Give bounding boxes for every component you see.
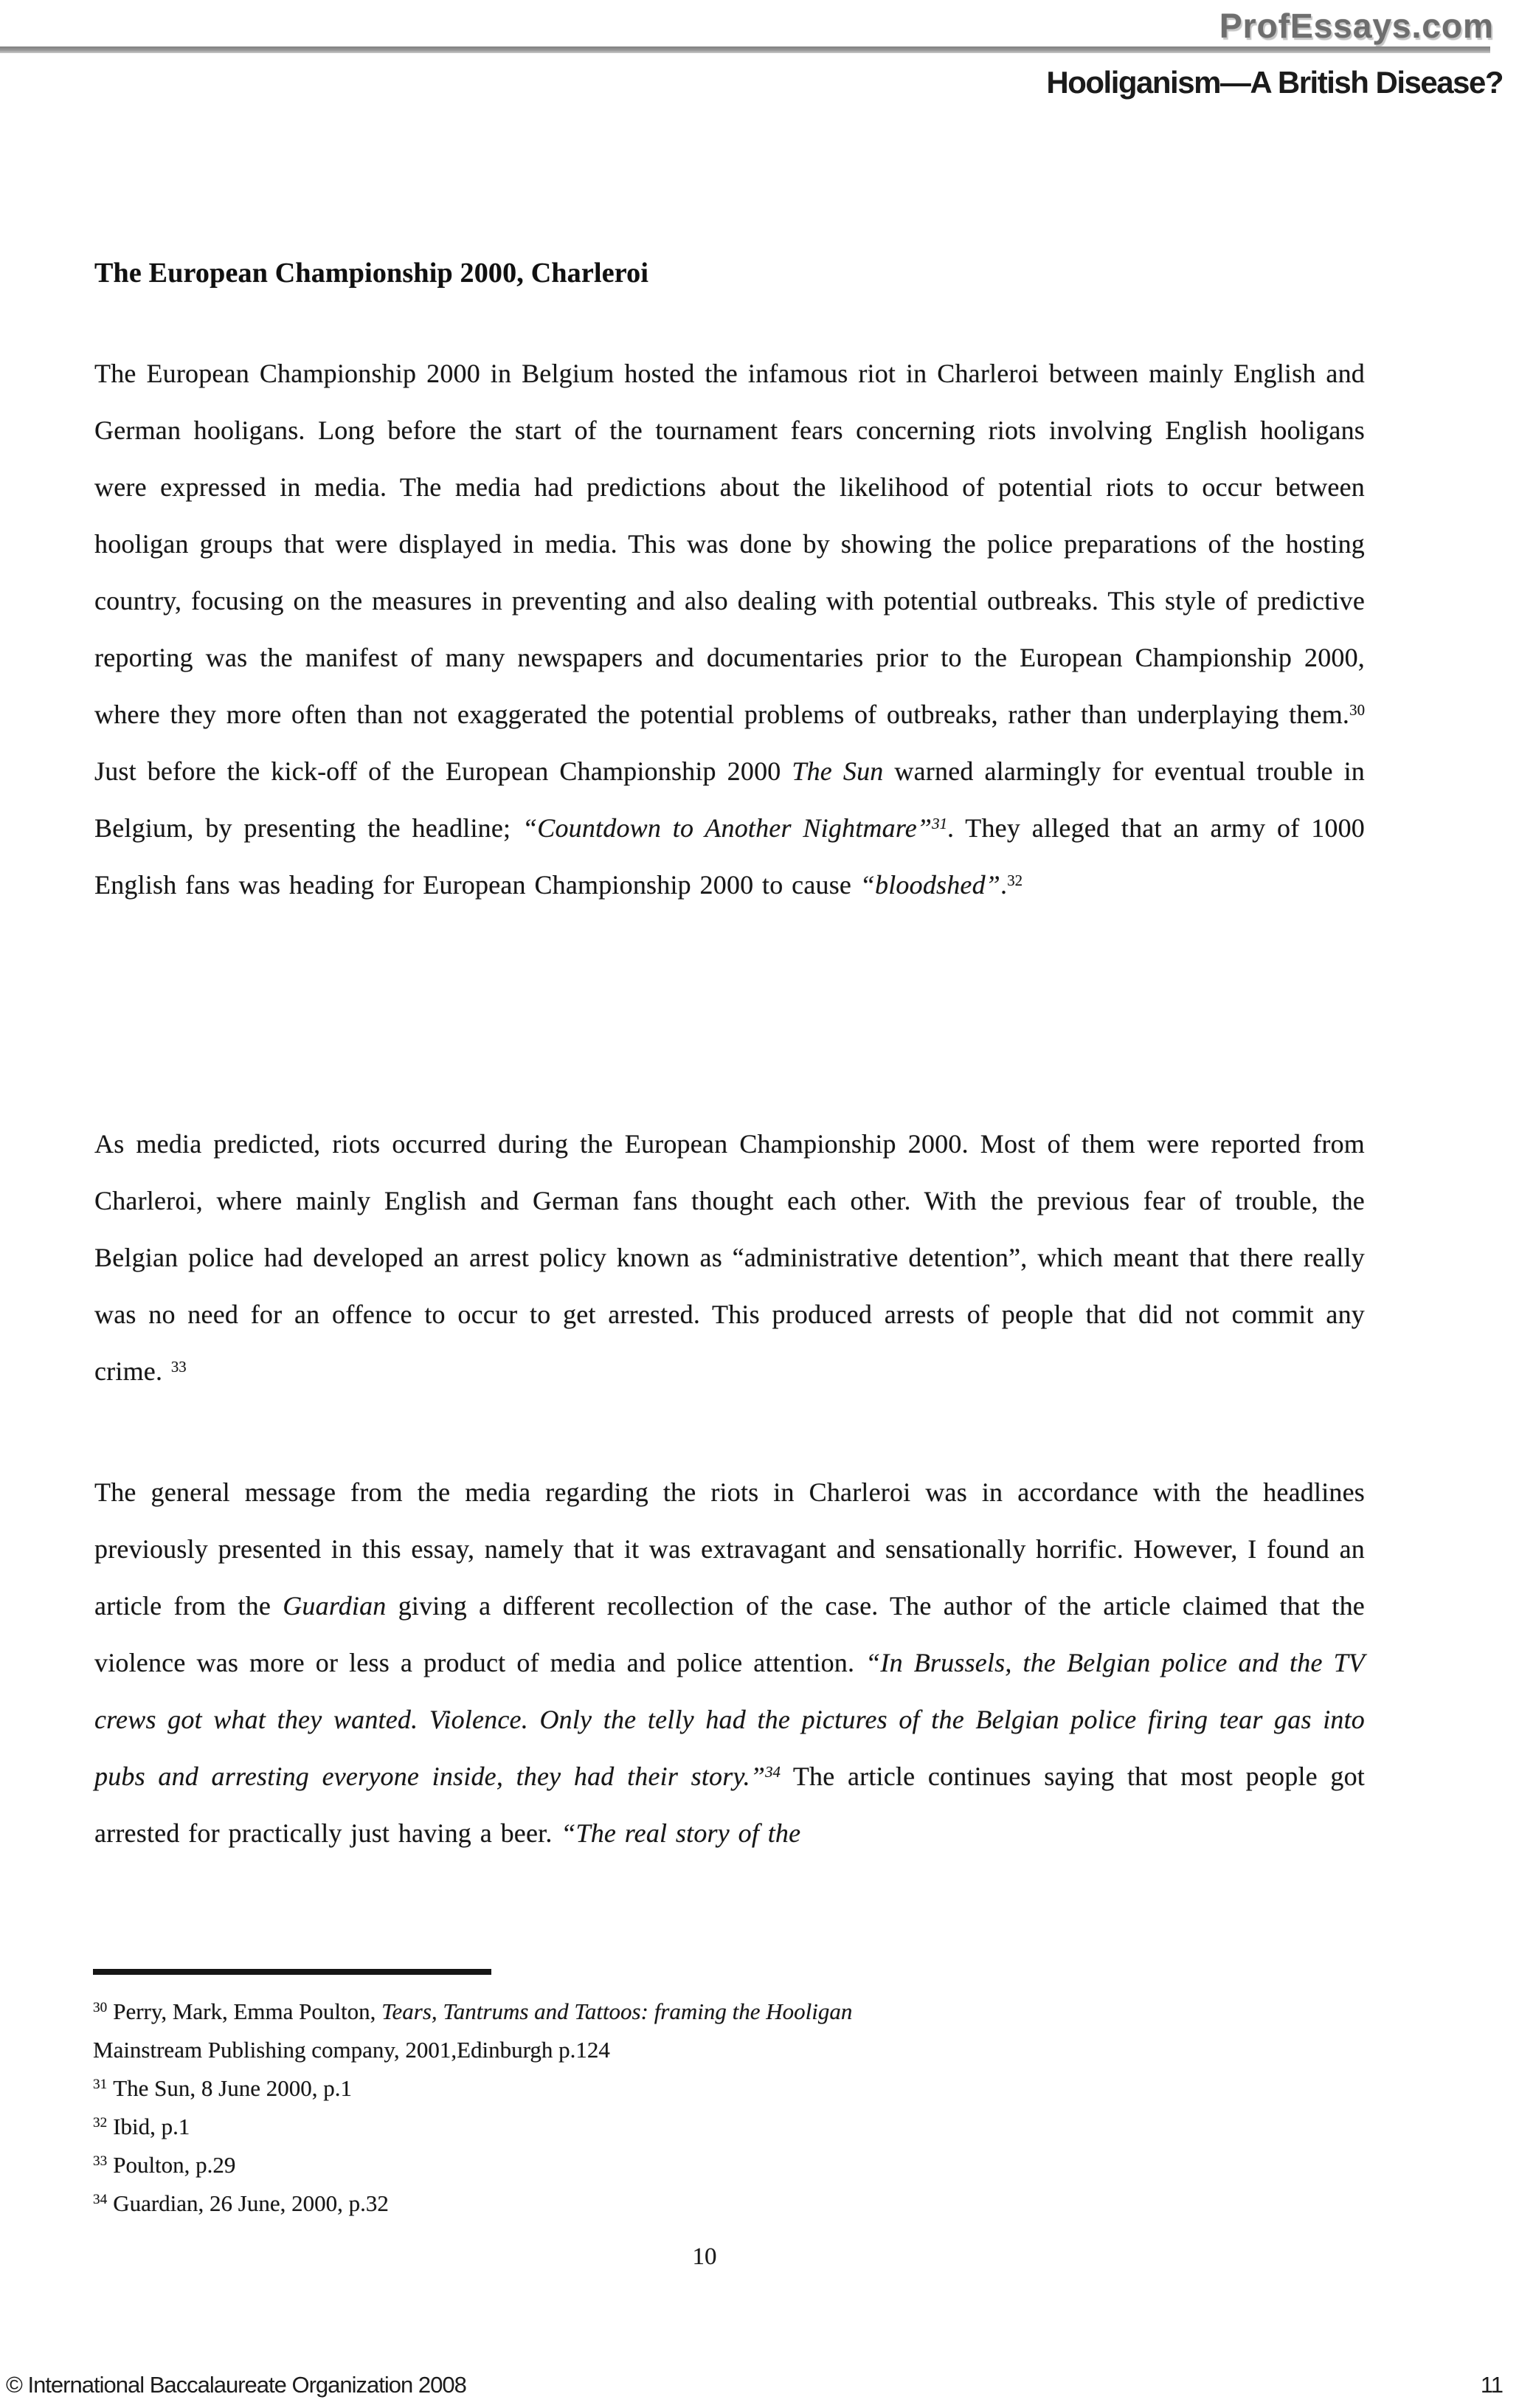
footnote-separator-rule (93, 1969, 491, 1975)
footnote-number: 34 (93, 2192, 108, 2208)
footnote-ref-33: 33 (170, 1357, 187, 1376)
paragraph-text: . They alleged that an army of 1000 English fans was heading for European Championship 2000 to cause (94, 813, 1365, 900)
footnote-number: 32 (93, 2115, 108, 2131)
paragraph-text: The article continues saying that most people got arrested for practically just having a beer. (94, 1762, 1365, 1848)
paragraph-text: Just before the kick-off of the European Championship 2000 (94, 756, 792, 786)
footnote-text: Poulton, p.29 (113, 2152, 236, 2178)
footnote (93, 2184, 1391, 2223)
italic-title-segment: Guardian (283, 1591, 387, 1621)
paragraph-text: The European Championship 2000 in Belgium hosted the infamous riot in Charleroi between mainly English and German hooligans. Long before the start of the tournament fears concerning riots involving English hooligans were expressed in media. The media had predictions about the likelihood of potential riots to occur between hooligan groups that were displayed in media. This was done by showing the police preparations of the hosting country, focusing on the measures in preventing and also dealing with potential outbreaks. This style of predictive reporting was the manifest of many newspapers and documentaries prior to the European Championship 2000, where they more often than not exaggerated the potential problems of outbreaks, rather than underplaying them. (94, 359, 1365, 729)
footer-copyright: © International Baccalaureate Organization 2008 (6, 2372, 466, 2398)
italic-quote-segment: “In Brussels, the Belgian police and the TV crews got what they wanted. Violence. Only the telly had the pictures of the Belgian police firing tear gas into pubs and arresting everyone inside, they had their story.” (94, 1648, 1365, 1791)
page-number: 10 (692, 2243, 717, 2270)
footnote-number: 33 (93, 2153, 108, 2170)
paragraph-text: As media predicted, riots occurred during the European Championship 2000. Most of them were reported from Charleroi, where mainly English and German fans thought each other. With the previous fear of trouble, the Belgian police had developed an arrest policy known as “administrative detention”, which meant that there really was no need for an offence to occur to get arrested. This produced arrests of people that did not commit any crime. (94, 1129, 1365, 1386)
footnote-number: 30 (93, 2000, 108, 2016)
running-header-title: Hooliganism—A British Disease? (1046, 65, 1503, 100)
paragraph-text: . (1000, 870, 1008, 900)
footnote (93, 2146, 1391, 2184)
footnote-text: Guardian, 26 June, 2000, p.32 (113, 2190, 389, 2216)
body-paragraph-3 (94, 1464, 1365, 1862)
italic-quote-segment: “The real story of the (561, 1818, 801, 1848)
footnote (93, 2108, 1391, 2146)
footnote-ref-34: 34 (765, 1762, 781, 1781)
footer-page-number: 11 (1480, 2372, 1503, 2398)
footnote-ref-30: 30 (1349, 700, 1365, 719)
paragraph-text: The general message from the media regarding the riots in Charleroi was in accordance with the headlines previously presented in this essay, namely that it was extravagant and sensationally horrific. However, I found an article from the (94, 1477, 1365, 1621)
footnote-ref-32: 32 (1007, 871, 1023, 889)
footnote-number: 31 (93, 2077, 108, 2093)
footnote-text: The Sun, 8 June 2000, p.1 (113, 2075, 352, 2101)
italic-quote-segment: “bloodshed” (859, 870, 1001, 900)
footnote-text: Perry, Mark, Emma Poulton, (113, 1998, 382, 2024)
footnote (93, 1993, 1391, 2031)
profesays-watermark-logo: ProfEssays.com (1219, 7, 1494, 45)
footnote (93, 2069, 1391, 2108)
section-heading: The European Championship 2000, Charleroi (94, 258, 649, 289)
footnote-continuation (93, 2031, 1391, 2069)
footnote-text: Ibid, p.1 (113, 2114, 190, 2139)
italic-quote-segment: “Countdown to Another Nightmare” (522, 813, 932, 843)
footnote-text: Mainstream Publishing company, 2001,Edinburgh p.124 (93, 2037, 610, 2063)
paragraph-text: warned alarmingly for eventual trouble in Belgium, by presenting the headline; (94, 756, 1365, 843)
header-divider-rule (0, 46, 1490, 53)
footnote-ref-31: 31 (932, 814, 947, 832)
body-paragraph-1 (94, 345, 1365, 914)
paragraph-text: giving a different recollection of the case. The author of the article claimed that the violence was more or less a product of media and police attention. (94, 1591, 1365, 1677)
body-paragraph-2 (94, 1116, 1365, 1400)
footnote-italic-title: Tears, Tantrums and Tattoos: framing the Hooligan (381, 1998, 853, 2024)
footnotes-section (93, 1993, 1391, 2223)
italic-title-segment: The Sun (792, 756, 884, 786)
